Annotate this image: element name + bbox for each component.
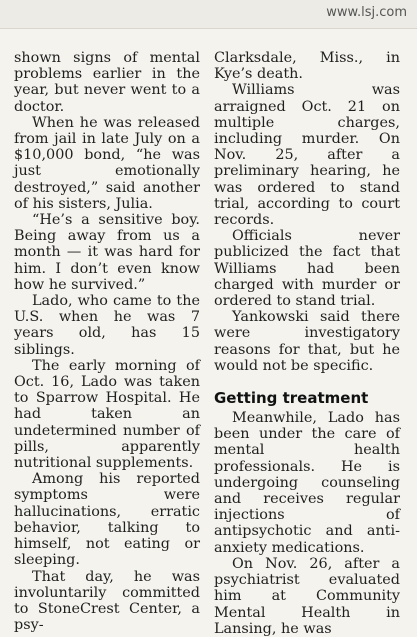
article-paragraph: Meanwhile, Lado has been under the care of mental health professionals. He is undergoing counseling and receives regular injections of antipsychotic and anti-anxiety medications.	[214, 410, 400, 556]
browser-header	[0, 0, 417, 29]
article-paragraph: Among his reported symptoms were hallucinations, erratic behavior, talking to himself, not eating or sleeping.	[14, 471, 200, 569]
section-subhead: Getting treatment	[214, 389, 369, 408]
article-paragraph: On Nov. 26, after a psychiatrist evaluated him at Community Mental Health in Lansing, he was	[214, 555, 400, 637]
article-column-left	[14, 50, 200, 633]
article-paragraph: “He’s a sensitive boy. Being away from us a month — it was hard for him. I don’t even know how he survived.”	[14, 212, 200, 293]
article-paragraph: shown signs of mental problems earlier in the year, but never went to a doctor.	[14, 50, 200, 115]
article-paragraph: Clarksdale, Miss., in Kye’s death.	[214, 50, 400, 83]
article-paragraph: The early morning of Oct. 16, Lado was taken to Sparrow Hospital. He had taken an undetermined number of pills, apparently nutritional supplements.	[14, 357, 200, 472]
article-paragraph: Yankowski said there were investigatory reasons for that, but he would not be specific.	[214, 309, 400, 374]
article-paragraph: That day, he was involuntarily committed to StoneCrest Center, a psy-	[14, 568, 200, 634]
article-paragraph: Lado, who came to the U.S. when he was 7 years old, has 15 siblings.	[14, 293, 200, 358]
site-url[interactable]: www.lsj.com	[326, 5, 407, 20]
article-paragraph: When he was released from jail in late July on a $10,000 bond, “he was just emotionally destroyed,” said another of his sisters, Julia.	[14, 114, 200, 212]
article-paragraph: Officials never publicized the fact that Williams had been charged with murder or ordered to stand trial.	[214, 228, 400, 310]
article-paragraph: Williams was arraigned Oct. 21 on multiple charges, including murder. On Nov. 25, after a preliminary hearing, he was ordered to stand trial, according to court records.	[214, 82, 400, 229]
article-column-right	[214, 50, 400, 637]
